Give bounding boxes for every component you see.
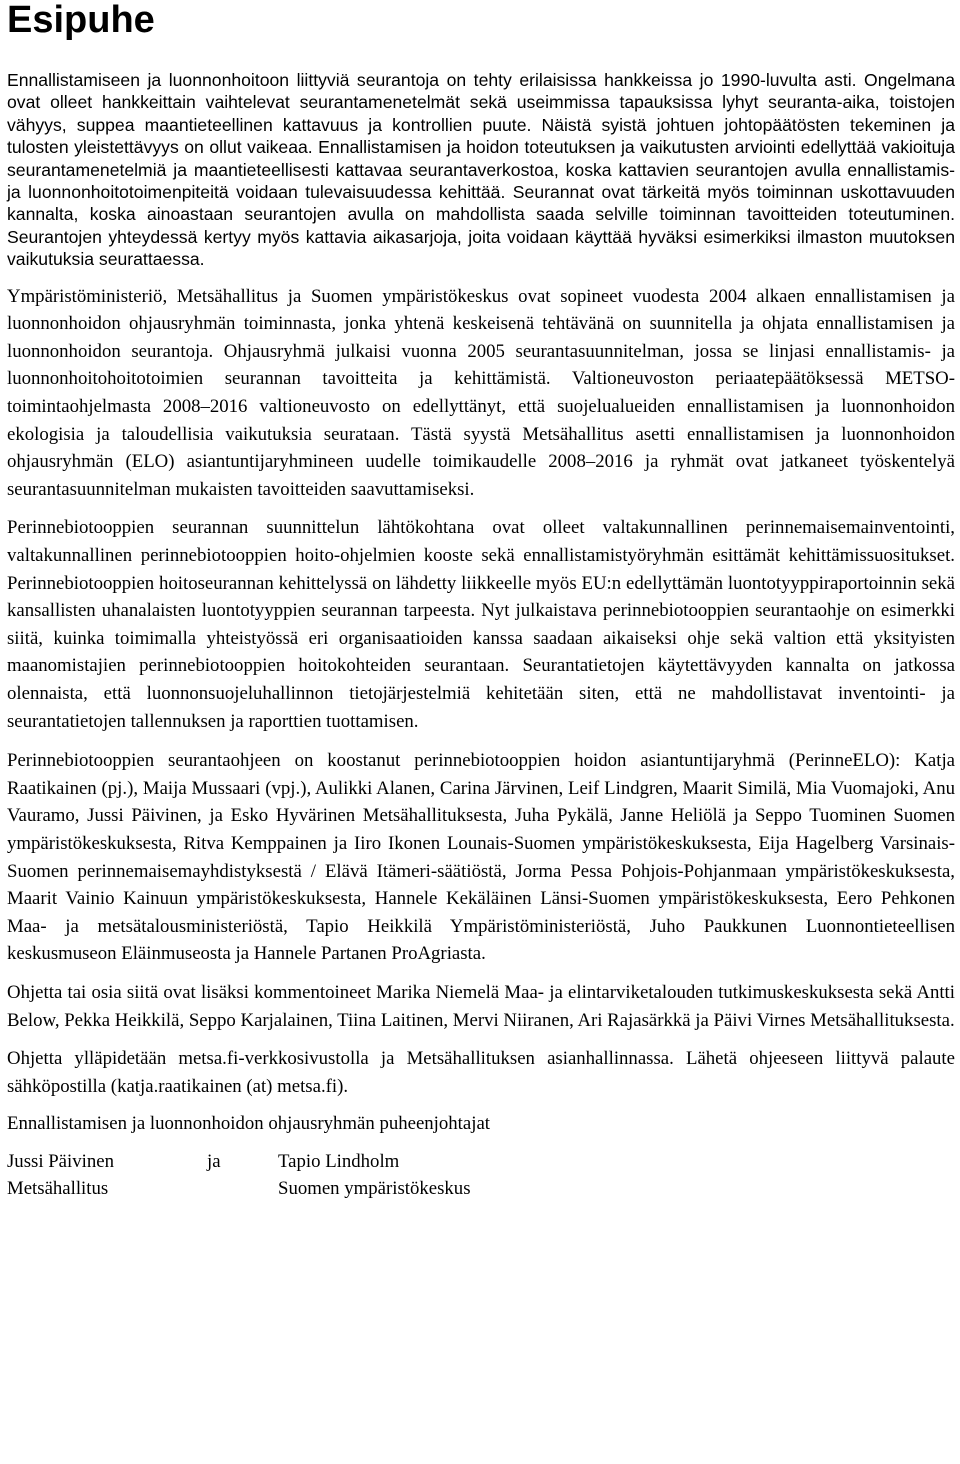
signature-conjunction: ja <box>207 1150 221 1172</box>
paragraph-commenters: Ohjetta tai osia siitä ovat lisäksi kommentoineet Marika Niemelä Maa- ja elintarviketalouden tutkimuskeskuksesta sekä Antti Below, Pekka Heikkilä, Seppo Karjalainen, Tiina Laitinen, Mervi Niiranen, Ari Rajasärkkä ja Päivi Virnes Metsähallituksesta. <box>7 981 955 1031</box>
paragraph-authors: Perinnebiotooppien seurantaohjeen on koostanut perinnebiotooppien hoidon asiantuntijaryhmä (PerinneELO): Katja Raatikainen (pj.), Maija Mussaari (vpj.), Aulikki Alanen, Carina Järvinen, Leif Lindgren, Maarit Similä, Mia Vuomajoki, Anu Vauramo, Jussi Päivinen, ja Esko Hyvärinen Metsähallituksesta, Juha Pykälä, Janne Heliölä ja Seppo Tuominen Suomen ympäristökeskuksesta, Ritva Kemppainen ja Iiro Ikonen Lounais-Suomen ympäristökeskuksesta, Eija Hagelberg Varsinais-Suomen perinnemaisemayhdistyksestä / Elävä Itämeri-säätiöstä, Jorma Pessa Pohjois-Pohjanmaan ympäristökeskuksesta, Maarit Vainio Kainuun ympäristökeskuksesta, Hannele Kekäläinen Länsi-Suomen ympäristökeskuksesta, Eero Pehkonen Maa- ja metsätalousministeriöstä, Tapio Heikkilä Ympäristöministeriöstä, Juho Paukkunen Luonnontieteellisen keskusmuseon Eläinmuseosta ja Hannele Partanen ProAgriasta. <box>7 750 955 965</box>
paragraph-ministry-agreement: Ympäristöministeriö, Metsähallitus ja Suomen ympäristökeskus ovat sopineet vuodesta 2004 alkaen ennallistamisen ja luonnonhoidon ohjausryhmän toiminnasta, jonka yhtenä keskeisenä tehtävänä on suunnitella ja ohjata ennallistamisen ja luonnonhoidon seurantoja. Ohjausryhmä julkaisi vuonna 2005 seurantasuunnitelman, jossa se linjasi ennallistamis- ja luonnonhoitohoitotoimien seurannan tavoitteita ja kehittämistä. Valtioneuvoston periaatepäätöksessä METSO-toimintaohjelmasta 2008–2016 valtioneuvosto on edellyttänyt, että suojelualueiden ennallistamisen ja luonnonhoidon ekologisia ja taloudellisia vaikutuksia seurataan. Tästä syystä Metsähallitus asetti ennallistamisen ja luonnonhoidon ohjausryhmän (ELO) asiantuntijaryhmineen uudelle toimikaudelle 2008–2016 ja ryhmät ovat jatkaneet työskentelyä seurantasuunnitelman mukaisten tavoitteiden saavuttamiseksi. <box>7 285 955 500</box>
signer-1-org: Metsähallitus <box>7 1178 109 1200</box>
signer-2-org: Suomen ympäristökeskus <box>278 1178 471 1200</box>
intro-paragraph: Ennallistamiseen ja luonnonhoitoon liittyviä seurantoja on tehty erilaisissa hankkeissa jo 1990-luvulta asti. Ongelmana ovat olleet hankkeittain vaihtelevat seurantamenetelmät sekä useimmissa tapauksissa lyhyt seuranta-aika, toistojen vähyys, suppea maantieteellinen kattavuus ja kontrollien puute. Näistä syistä johtuen johtopäätösten tekeminen ja tulosten yleistettävyys on ollut vaikeaa. Ennallistamisen ja hoidon toteutuksen ja vaikutusten arviointi edellyttää vakioituja seurantamenetelmiä ja maantieteellisesti kattavaa seurantaverkostoa, koska kattavien seurantojen avulla ennallistamis- ja luonnonhoitotoimenpiteitä voidaan tulevaisuudessa kehittää. Seurannat ovat tärkeitä myös toiminnan uskottavuuden kannalta, koska ainoastaan seurantojen avulla on mahdollista saada selville toiminnan tavoitteiden toteutuminen. Seurantojen yhteydessä kertyy myös kattavia aikasarjoja, joita voidaan käyttää hyväksi esimerkiksi ilmaston muutoksen vaikutuksia seurattaessa. <box>7 70 955 270</box>
document-page <box>7 0 955 1203</box>
page-title: Esipuhe <box>7 0 155 41</box>
signature-spacer <box>207 1175 278 1203</box>
signer-1-name: Jussi Päivinen <box>7 1150 114 1172</box>
closing-line: Ennallistamisen ja luonnonhoidon ohjausryhmän puheenjohtajat <box>7 1113 491 1135</box>
signer-2-name: Tapio Lindholm <box>278 1150 400 1172</box>
signature-block <box>7 1148 955 1203</box>
paragraph-feedback: Ohjetta ylläpidetään metsa.fi-verkkosivustolla ja Metsähallituksen asianhallinnassa. Lähetä ohjeeseen liittyvä palaute sähköpostilla (katja.raatikainen (at) metsa.fi). <box>7 1048 955 1097</box>
paragraph-heritage-biotopes: Perinnebiotooppien seurannan suunnittelun lähtökohtana ovat olleet valtakunnallinen perinnemaisemainventointi, valtakunnallinen perinnebiotooppien hoito-ohjelmien kooste sekä ennallistamistyöryhmän esittämät kehittämissuositukset. Perinnebiotooppien hoitoseurannan kehittelyssä on lähdetty liikkeelle myös EU:n edellyttämän luontotyyppiraportoinnin sekä kansallisten uhanalaisten luontotyyppien seurannan tarpeesta. Nyt julkaistava perinnebiotooppien seurantaohje on esimerkki siitä, kuinka toimimalla yhteistyössä eri organisaatioiden kanssa saadaan aikaiseksi ohje sekä valtion että yksityisten maanomistajien perinnebiotooppien hoitokohteiden seurantaan. Seurantatietojen käytettävyyden kannalta on jatkossa olennaista, että luonnonsuojeluhallinnon tietojärjestelmiä kehitetään siten, että ne mahdollistavat inventointi- ja seurantatietojen tallennuksen ja raporttien tuottamisen. <box>7 517 955 732</box>
